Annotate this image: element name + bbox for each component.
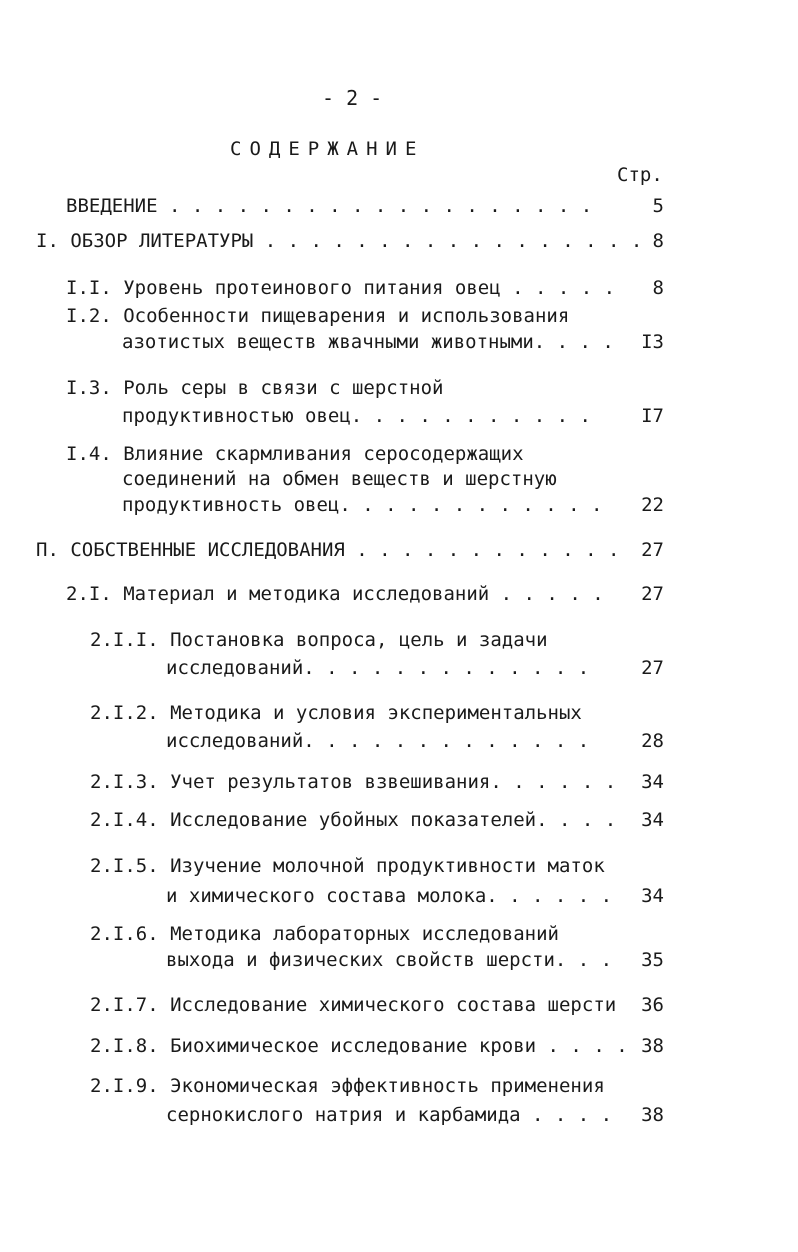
page-number: - 2 - — [322, 86, 383, 110]
toc-entry-text: азотистых веществ жвачными животными. . . . — [122, 331, 614, 353]
toc-entry-text: исследований. . . . . . . . . . . . . — [166, 730, 590, 752]
toc-entry-page: I3 — [641, 331, 664, 353]
toc-entry-page: 27 — [641, 657, 664, 679]
toc-entry-text: 2.I.7. Исследование химического состава шерсти — [90, 994, 617, 1016]
toc-entry-text: I.3. Роль серы в связи с шерстной — [66, 377, 444, 399]
toc-entry-text: продуктивностью овец. . . . . . . . . . . — [122, 405, 591, 427]
toc-entry-page: I7 — [641, 405, 664, 427]
toc-entry-page: 27 — [641, 539, 664, 561]
toc-entry-text: выхода и физических свойств шерсти. . . — [166, 949, 613, 971]
toc-entry-text: I.2. Особенности пищеварения и использования — [66, 305, 570, 327]
toc-entry-text: 2.I.9. Экономическая эффективность применения — [90, 1075, 605, 1097]
toc-entry-text: продуктивность овец. . . . . . . . . . . . — [122, 494, 603, 516]
toc-entry-page: 8 — [652, 230, 664, 252]
toc-entry-text: 2.I. Материал и методика исследований . . . . . — [66, 583, 604, 605]
toc-entry-text: I. ОБЗОР ЛИТЕРАТУРЫ . . . . . . . . . . . . . . . . . — [36, 230, 643, 252]
toc-entry-text: 2.I.I. Постановка вопроса, цель и задачи — [90, 629, 548, 651]
toc-entry-page: 28 — [641, 730, 664, 752]
toc-entry-page: 35 — [641, 949, 664, 971]
toc-entry-text: 2.I.6. Методика лабораторных исследований — [90, 923, 559, 945]
toc-entry-page: 34 — [641, 885, 664, 907]
toc-entry-text: исследований. . . . . . . . . . . . . — [166, 657, 590, 679]
toc-entry-text: и химического состава молока. . . . . . — [166, 885, 613, 907]
toc-entry-page: 38 — [641, 1035, 664, 1057]
toc-entry-page: 36 — [641, 994, 664, 1016]
toc-entry-text: ВВЕДЕНИЕ . . . . . . . . . . . . . . . . . . . — [66, 195, 593, 217]
toc-entry-page: 8 — [652, 277, 664, 299]
toc-entry-text: сернокислого натрия и карбамида . . . . — [166, 1104, 613, 1126]
toc-entry-text: I.I. Уровень протеинового питания овец . . . . . — [66, 277, 616, 299]
toc-entry-page: 22 — [641, 494, 664, 516]
toc-entry-text: 2.I.5. Изучение молочной продуктивности маток — [90, 855, 605, 877]
toc-entry-page: 34 — [641, 771, 664, 793]
toc-entry-page: 27 — [641, 583, 664, 605]
toc-entry-page: 38 — [641, 1104, 664, 1126]
toc-entry-text: соединений на обмен веществ и шерстную — [122, 468, 557, 490]
toc-entry-text: 2.I.4. Исследование убойных показателей. . . . — [90, 809, 617, 831]
toc-entry-text: П. СОБСТВЕННЫЕ ИССЛЕДОВАНИЯ . . . . . . . . . . . . — [36, 539, 620, 561]
toc-entry-text: 2.I.3. Учет результатов взвешивания. . . . . . — [90, 771, 617, 793]
toc-entry-text: 2.I.8. Биохимическое исследование крови . . . . — [90, 1035, 628, 1057]
toc-entry-text: 2.I.2. Методика и условия экспериментальных — [90, 702, 582, 724]
toc-entry-page: 34 — [641, 809, 664, 831]
toc-entry-text: I.4. Влияние скармливания серосодержащих — [66, 443, 524, 465]
page-column-header: Стр. — [617, 164, 663, 186]
toc-title: СОДЕРЖАНИЕ — [230, 138, 425, 160]
toc-entry-page: 5 — [652, 195, 664, 217]
